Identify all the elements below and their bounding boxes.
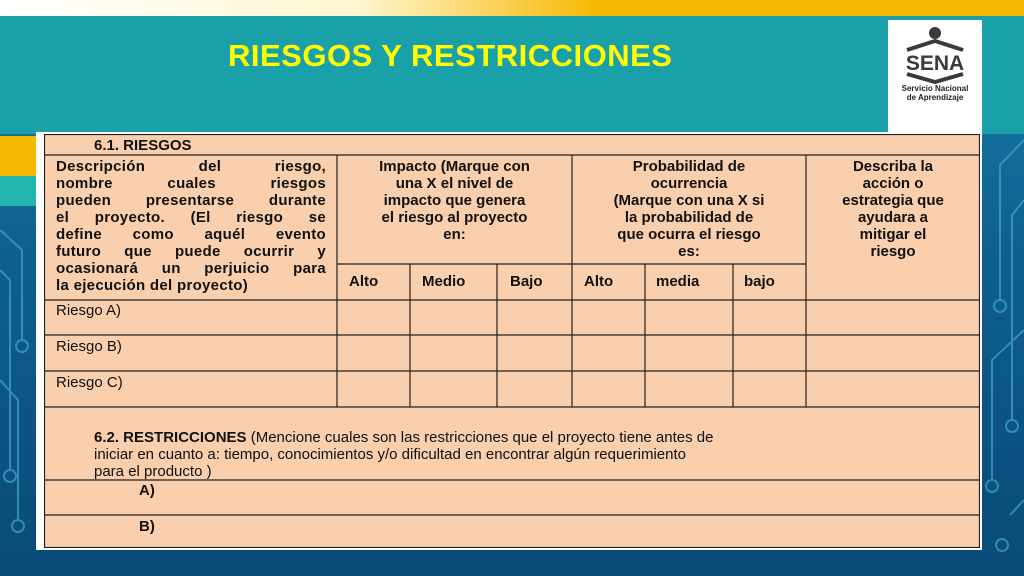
risk-row-a: Riesgo A) bbox=[56, 302, 122, 319]
restricciones-label: 6.2. RESTRICCIONES bbox=[94, 429, 247, 446]
left-yellow-tab bbox=[0, 136, 36, 176]
top-white-stripe bbox=[0, 0, 600, 16]
strategy-header: Describa la acción o estrategia que ayudara a mitigar el riesgo bbox=[842, 158, 944, 260]
impact-alto: Alto bbox=[349, 273, 379, 290]
section-riesgos-label: 6.1. RIESGOS bbox=[94, 137, 192, 154]
restriction-item-b: B) bbox=[139, 518, 155, 535]
sena-emblem-icon bbox=[897, 24, 973, 84]
restricciones-text-1: (Mencione cuales son las restricciones que el proyecto tiene antes de bbox=[250, 429, 714, 446]
logo-line-2: de Aprendizaje bbox=[906, 93, 964, 102]
description-header: Descripción del riesgo, nombre cuales riesgos pueden presentarse durante el proyecto. (El riesgo se define como aquél evento futuro que puede ocurrir y ocasionará un perjuicio para la ejecución del proyecto) bbox=[56, 158, 326, 294]
sena-logo bbox=[888, 20, 982, 132]
restricciones-text-3: para el producto ) bbox=[94, 463, 212, 480]
title-banner bbox=[0, 16, 1024, 134]
probability-header: Probabilidad de ocurrencia (Marque con una X si la probabilidad de que ocurra el riesgo es: bbox=[613, 158, 765, 260]
probability-bajo: bajo bbox=[744, 273, 775, 290]
restricciones-block bbox=[94, 429, 974, 480]
impact-bajo: Bajo bbox=[510, 273, 543, 290]
probability-media: media bbox=[656, 273, 700, 290]
document-table bbox=[36, 132, 982, 550]
table-body bbox=[44, 134, 980, 548]
slide-title: RIESGOS Y RESTRICCIONES bbox=[228, 38, 673, 73]
svg-text:SENA: SENA bbox=[905, 52, 965, 75]
probability-alto: Alto bbox=[584, 273, 614, 290]
impact-header: Impacto (Marque con una X el nivel de impacto que genera el riesgo al proyecto en: bbox=[379, 158, 530, 243]
risk-row-b: Riesgo B) bbox=[56, 338, 122, 355]
restriction-item-a: A) bbox=[139, 482, 155, 499]
left-teal-tab bbox=[0, 176, 36, 206]
risk-row-c: Riesgo C) bbox=[56, 374, 123, 391]
logo-line-1: Servicio Nacional bbox=[901, 84, 969, 93]
restricciones-text-2: iniciar en cuanto a: tiempo, conocimientos y/o dificultad en encontrar algún requerimiento bbox=[94, 446, 687, 463]
impact-medio: Medio bbox=[422, 273, 466, 290]
